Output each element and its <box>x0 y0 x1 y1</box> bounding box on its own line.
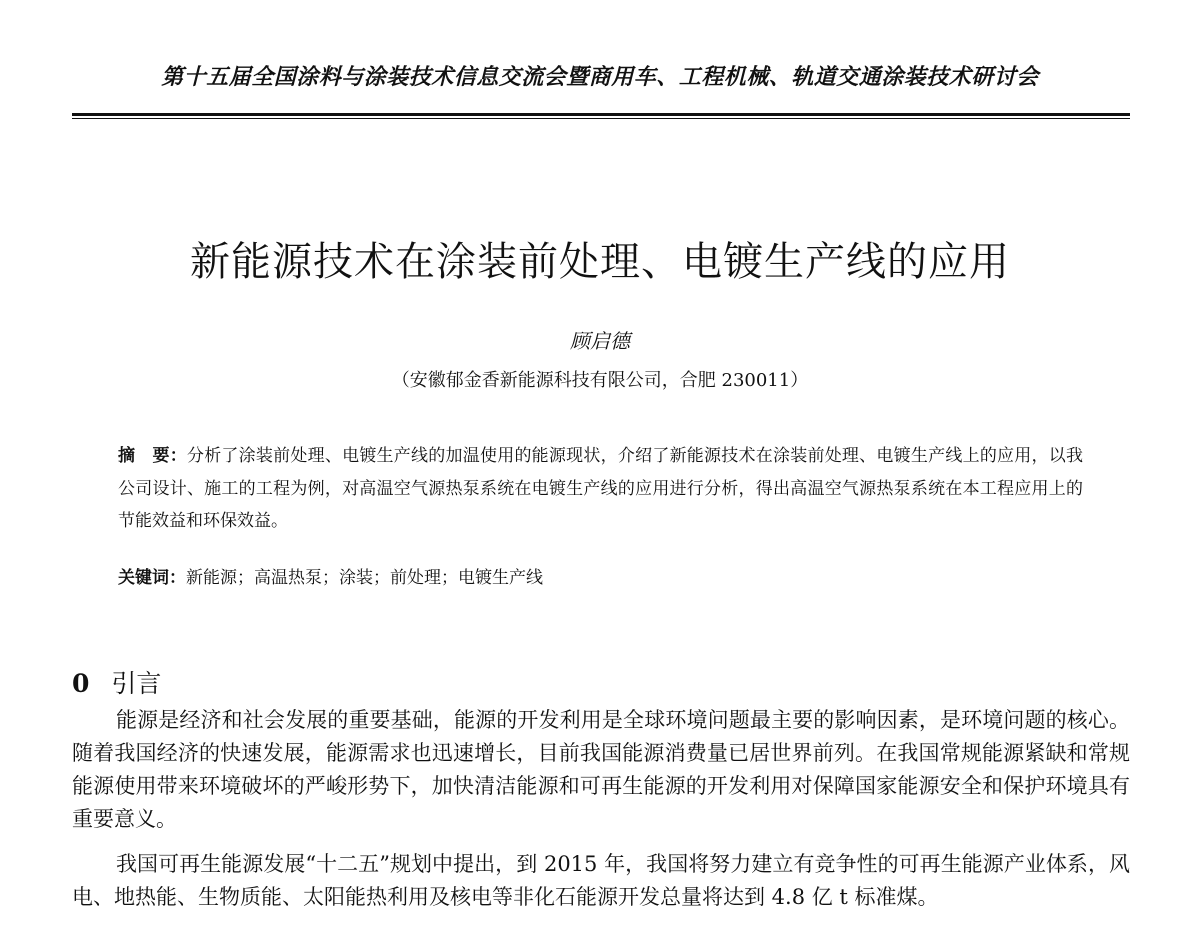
section-heading <box>72 664 161 700</box>
keywords-label: 关键词： <box>118 568 186 588</box>
keywords <box>118 563 1083 588</box>
paper-title: 新能源技术在涂装前处理、电镀生产线的应用 <box>190 239 1010 285</box>
author-name: 顾启德 <box>570 329 630 353</box>
section-number: 0 <box>72 669 90 698</box>
body-paragraph: 能源是经济和社会发展的重要基础，能源的开发利用是全球环境问题最主要的影响因素，是环境问题的核心。随着我国经济的快速发展，能源需求也迅速增长，目前我国能源消费量已居世界前列。在我国常规能源紧缺和常规能源使用带来环境破坏的严峻形势下，加快清洁能源和可再生能源的开发利用对保障国家能源安全和保护环境具有重要意义。 <box>72 708 1130 831</box>
body-paragraph: 我国可再生能源发展“十二五”规划中提出，到 2015 年，我国将努力建立有竞争性的可再生能源产业体系，风电、地热能、生物质能、太阳能热利用及核电等非化石能源开发总量将达到 4.8 亿 t 标准煤。 <box>72 852 1130 909</box>
abstract-label: 摘 要： <box>118 446 187 466</box>
abstract-text: 分析了涂装前处理、电镀生产线的加温使用的能源现状，介绍了新能源技术在涂装前处理、电镀生产线上的应用，以我公司设计、施工的工程为例，对高温空气源热泵系统在电镀生产线的应用进行分析，得出高温空气源热泵系统在本工程应用上的节能效益和环保效益。 <box>118 446 1084 531</box>
keywords-text: 新能源；高温热泵；涂装；前处理；电镀生产线 <box>186 568 543 588</box>
abstract <box>118 440 1083 538</box>
section-title: 引言 <box>111 669 162 698</box>
running-header: 第十五届全国涂料与涂装技术信息交流会暨商用车、工程机械、轨道交通涂装技术研讨会 <box>161 64 1039 90</box>
author-affiliation: （安徽郁金香新能源科技有限公司，合肥 230011） <box>391 370 809 391</box>
header-rule-thick <box>72 113 1130 116</box>
header-rule-thin <box>72 118 1130 119</box>
